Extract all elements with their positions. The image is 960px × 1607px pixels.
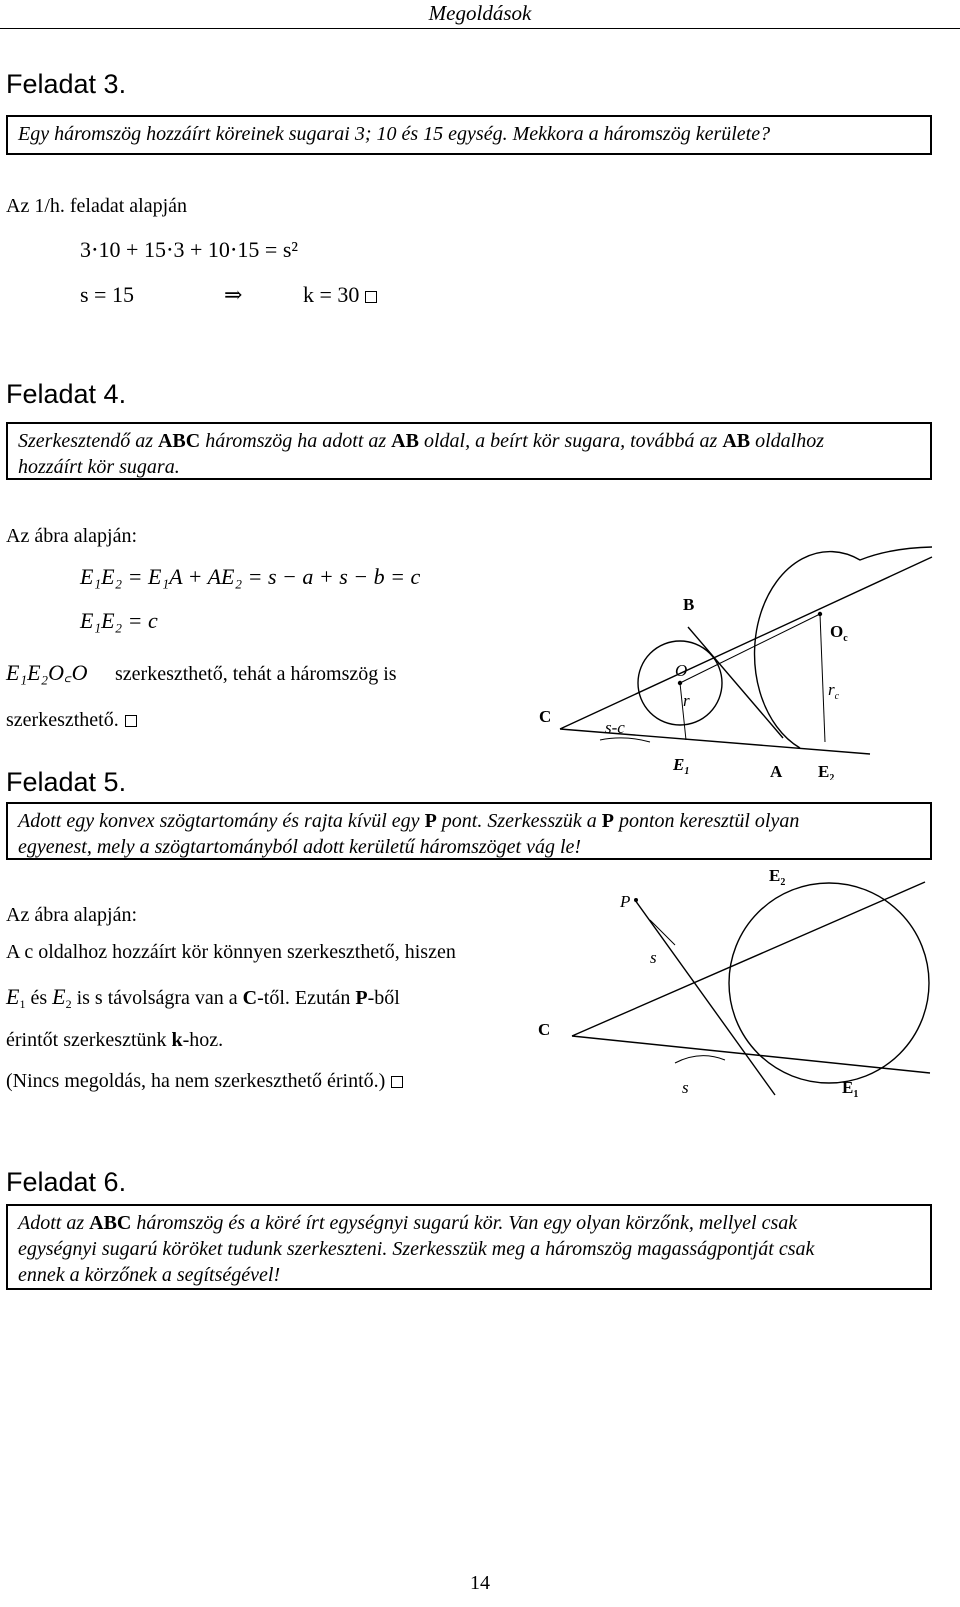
task5-line-3: [6, 1027, 223, 1053]
task5-from-c: -től. Ezután: [257, 987, 356, 1009]
task3-intro: Az 1/h. feladat alapján: [6, 195, 188, 217]
center-oc-dot: [819, 613, 822, 616]
task4-problem-abc: ABC: [157, 430, 201, 452]
task5-e1: E: [6, 984, 20, 1009]
side-ba: [688, 627, 783, 738]
label-s-upper: s: [650, 948, 657, 967]
label-e1-sub: 1: [853, 1089, 859, 1100]
task5-heading: Feladat 5.: [6, 767, 127, 797]
task5-problem-line-2: egyenest, mely a szögtartományból adott kerületű háromszöget vág le!: [18, 836, 582, 858]
label-c: C: [539, 707, 552, 726]
task4-equation-1: E₁E₂ = E₁A + AE₂ = s − a + s − b = c: [80, 564, 421, 589]
lower-ray: [572, 1036, 930, 1073]
task5-line-4-text: (Nincs megoldás, ha nem szerkeszthető érintő.): [6, 1070, 386, 1092]
brace-s-lower: [675, 1056, 725, 1063]
point-p-dot: [634, 898, 638, 902]
upper-tangent-line: [560, 557, 932, 729]
label-e1-sub: 1: [684, 766, 690, 777]
task4-equation-3-line2: [6, 707, 137, 733]
task5-k: k: [171, 1029, 183, 1051]
task4-equation-2: E₁E₂ = c: [80, 608, 158, 633]
task6-problem-abc: ABC: [89, 1212, 132, 1234]
task4-equation-3-math: E₁E₂O꜀O: [6, 660, 88, 685]
task5-problem-line-1: [18, 808, 920, 834]
task5-problem-p-2: P: [601, 810, 614, 832]
incircle-excircle-figure: [520, 540, 940, 780]
label-b: B: [683, 595, 695, 614]
task6-problem-a: Adott az: [18, 1212, 90, 1234]
task5-problem-box: [6, 802, 932, 860]
task5-to-k: -hoz.: [182, 1029, 224, 1051]
label-e1-main: E: [842, 1078, 854, 1097]
task4-problem-e: oldal, a beírt kör sugara, továbbá az: [418, 430, 723, 452]
task6-problem-line-3: ennek a körzőnek a segítségével!: [18, 1264, 281, 1286]
label-e2-sub: 2: [780, 877, 786, 888]
center-o-dot: [679, 682, 682, 685]
angle-region-figure: [520, 860, 940, 1110]
label-e2-sub: 2: [829, 773, 835, 780]
task3-equation-1: 3⋅10 + 15⋅3 + 10⋅15 = s²: [80, 237, 298, 262]
label-c: C: [538, 1020, 551, 1039]
label-o: O: [675, 661, 688, 680]
label-e2: [769, 866, 785, 888]
task4-problem-ab-2: AB: [722, 430, 751, 452]
label-e2: [818, 762, 834, 780]
task5-distance-text: is s távolságra van a: [71, 987, 243, 1009]
label-e1-main: E: [673, 755, 685, 774]
task5-line-1: A c oldalhoz hozzáírt kör könnyen szerkeszthető, hiszen: [6, 941, 456, 963]
label-rc-sub: c: [834, 691, 840, 702]
task6-problem-box: [6, 1204, 932, 1290]
task4-heading: Feladat 4.: [6, 379, 127, 409]
task4-problem-ab: AB: [391, 430, 419, 452]
task4-problem-g: oldalhoz: [750, 430, 825, 452]
task6-heading: Feladat 6.: [6, 1167, 127, 1197]
task3-eq2-right-text: k = 30: [303, 282, 360, 307]
label-oc-main: O: [830, 622, 844, 641]
task5-line-4: [6, 1068, 403, 1094]
brace-s-c: [600, 738, 650, 742]
task5-intro: Az ábra alapján:: [6, 904, 138, 926]
task6-problem-c: háromszög és a köré írt egységnyi sugarú kör. Van egy olyan körzőnk, mellyel csak: [131, 1212, 798, 1234]
task5-line-2: [6, 984, 400, 1011]
task5-c: C: [242, 987, 258, 1009]
qed-square-icon: [365, 291, 377, 303]
qed-square-icon: [125, 715, 137, 727]
label-e1: [842, 1078, 858, 1100]
task4-problem-line-2: hozzáírt kör sugara.: [18, 456, 180, 478]
implies-arrow: ⇒: [224, 282, 243, 307]
label-oc: [830, 622, 848, 644]
label-s-lower: s: [682, 1078, 689, 1097]
task5-p: P: [355, 987, 368, 1009]
task4-problem-a: Szerkesztendő az: [18, 430, 158, 452]
task5-e2: E: [52, 984, 66, 1009]
label-p: P: [620, 892, 631, 911]
header-divider: [0, 28, 960, 29]
label-r: r: [683, 691, 690, 710]
excircle-k: [729, 883, 929, 1083]
task3-problem: Egy háromszög hozzáírt köreinek sugarai 3; 10 és 15 egység. Mekkora a háromszög kerülete?: [18, 123, 771, 145]
center-connector: [680, 614, 820, 683]
label-s-c: s-c: [605, 718, 625, 737]
task3-equation-2-right: [303, 281, 377, 309]
page-number: 14: [470, 1572, 490, 1594]
task5-problem-p: P: [424, 810, 437, 832]
task4-problem-c: háromszög ha adott az: [200, 430, 392, 452]
task5-e1-sub: 1: [19, 997, 26, 1011]
task5-and: és: [25, 987, 53, 1009]
task4-equation-3-text: szerkeszthető, tehát a háromszög is: [115, 663, 397, 685]
task5-tangent-text: érintőt szerkesztünk: [6, 1029, 172, 1051]
label-rc: [828, 680, 840, 702]
task6-problem-line-2: egységnyi sugarú köröket tudunk szerkeszteni. Szerkesszük meg a háromszög magasságpontját csak: [18, 1238, 815, 1260]
task3-problem-box: [6, 115, 932, 155]
task5-from-p: -ből: [367, 987, 400, 1009]
page-header: Megoldások: [428, 1, 532, 25]
task5-e2-sub: 2: [65, 997, 72, 1011]
task4-intro: Az ábra alapján:: [6, 525, 138, 547]
task4-eq3-line2-text: szerkeszthető.: [6, 709, 119, 731]
brace-s-upper: [650, 920, 675, 945]
label-a: A: [770, 762, 783, 780]
task4-problem-line-1: [18, 428, 920, 454]
label-e2-main: E: [769, 866, 781, 885]
tangent-from-p: [635, 900, 775, 1095]
qed-square-icon: [391, 1076, 403, 1088]
task5-problem-a: Adott egy konvex szögtartomány és rajta kívül egy: [18, 810, 425, 832]
task5-problem-c: pont. Szerkesszük a: [436, 810, 602, 832]
task3-equation-2-left: s = 15: [80, 282, 134, 307]
task5-problem-e: ponton keresztül olyan: [613, 810, 800, 832]
label-rc-main: r: [828, 680, 835, 699]
label-e2-main: E: [818, 762, 830, 780]
radius-rc: [820, 614, 825, 742]
label-oc-sub: c: [843, 633, 848, 644]
task4-problem-box: [6, 422, 932, 480]
label-e1: [672, 755, 689, 777]
excircle-arc: [755, 547, 932, 748]
task6-problem-line-1: [18, 1210, 920, 1236]
task3-heading: Feladat 3.: [6, 69, 127, 99]
